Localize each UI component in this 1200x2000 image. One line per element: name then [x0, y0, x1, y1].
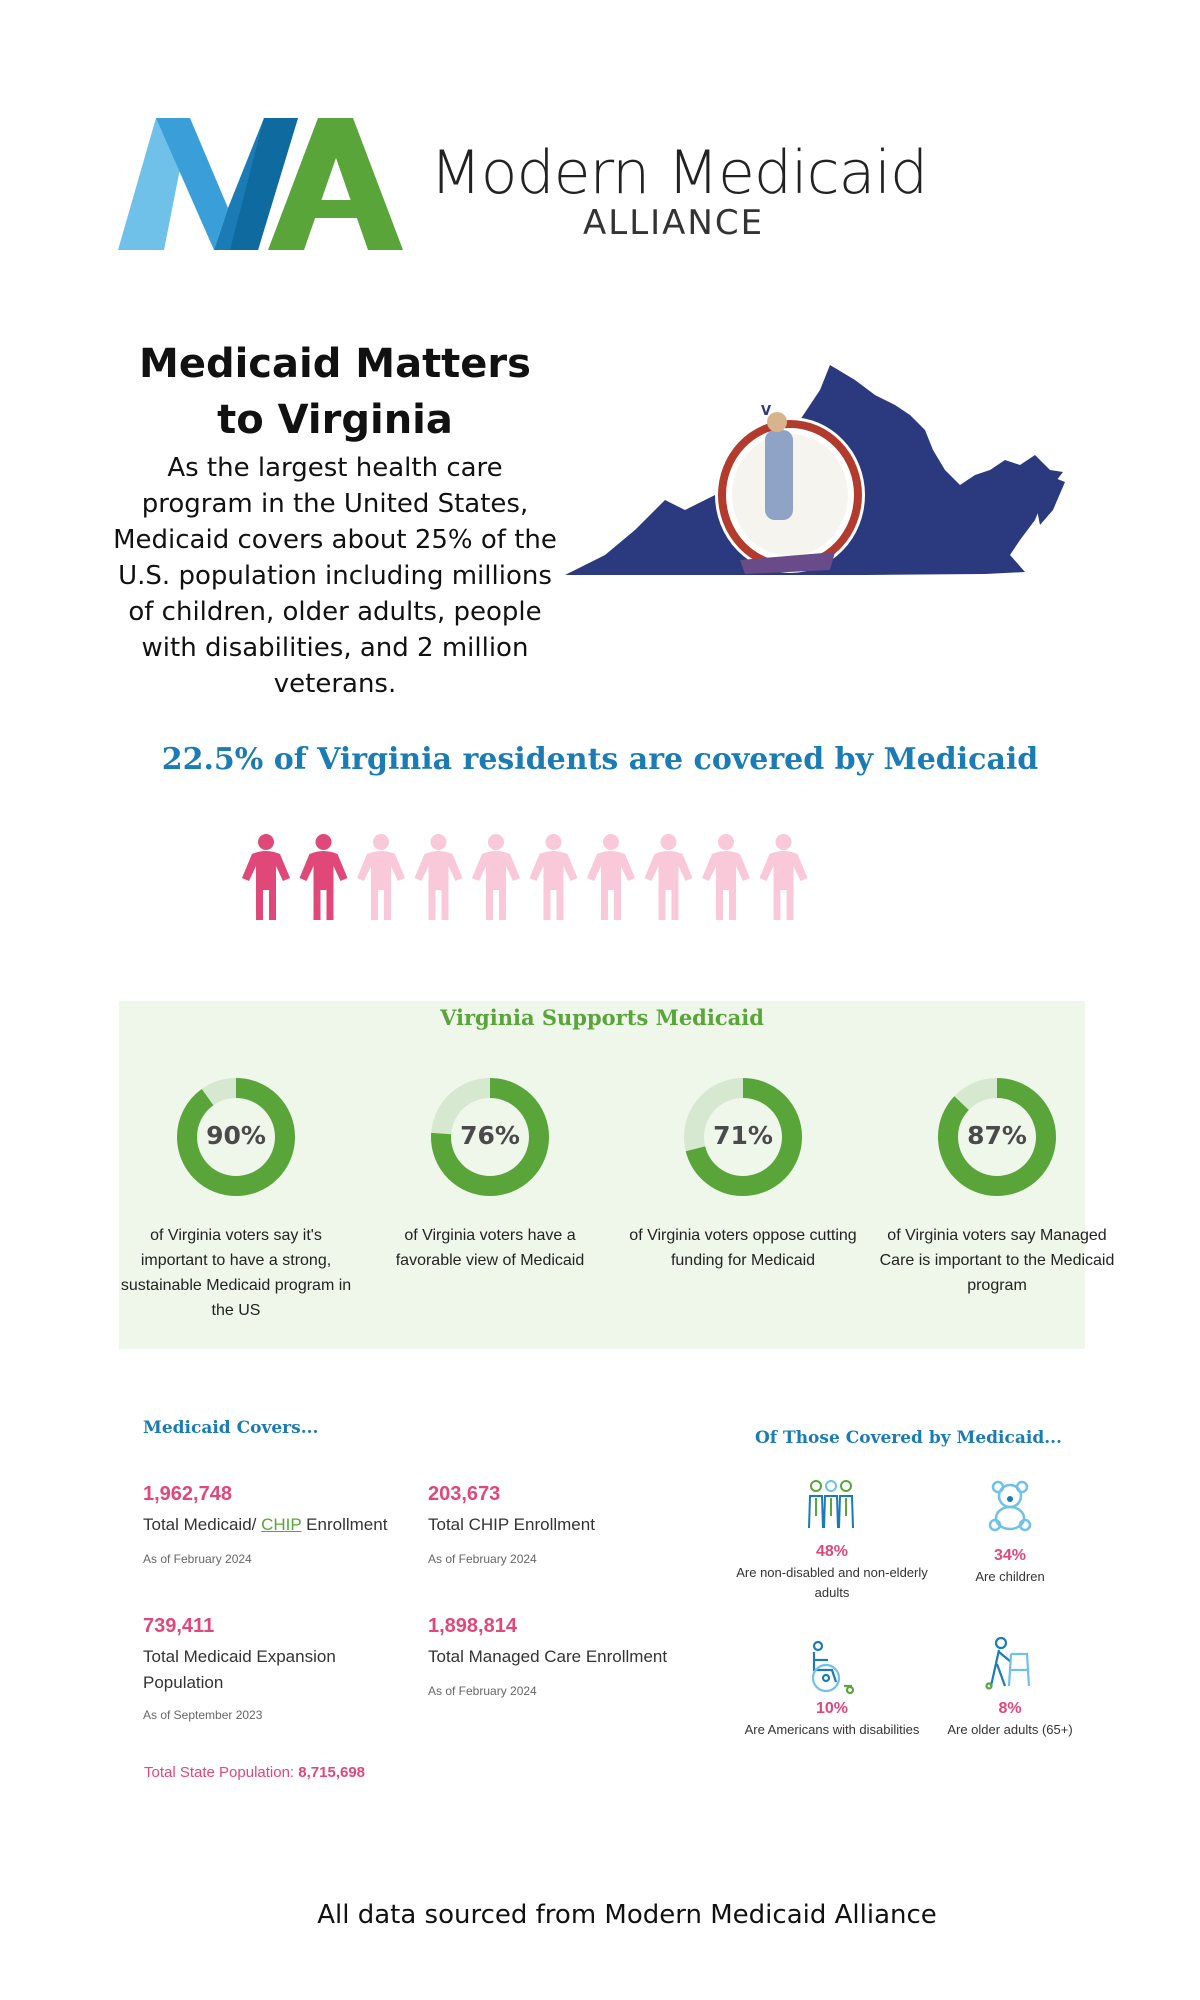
stat-label-expansion: Total Medicaid Expansion Population	[143, 1647, 336, 1692]
coverage-headline: 22.5% of Virginia residents are covered by Medicaid	[161, 742, 1039, 777]
person-icon	[472, 834, 520, 920]
adults-icon	[804, 1478, 858, 1532]
support-percent-1: 90%	[206, 1121, 266, 1150]
support-percent-4: 87%	[967, 1121, 1027, 1150]
group-label-adults: Are non-disabled and non-elderly adults	[736, 1565, 928, 1600]
virginia-flag-map	[565, 360, 1085, 580]
stat-value-total-medicaid: 1,962,748	[143, 1483, 232, 1505]
support-caption-1: of Virginia voters say it's important to have a strong, sustainable Medicaid program in the US	[120, 1227, 352, 1319]
group-percent-older-adults: 8%	[998, 1700, 1022, 1717]
chip-link[interactable]: CHIP	[261, 1515, 302, 1534]
stat-value-managed-care: 1,898,814	[428, 1615, 517, 1637]
support-percent-2: 76%	[460, 1121, 520, 1150]
stat-label-text: Total Medicaid/	[143, 1515, 262, 1534]
brand-logo-mark	[118, 118, 403, 250]
support-title: Virginia Supports Medicaid	[440, 1005, 764, 1030]
state-population	[144, 1764, 365, 1781]
support-caption-2: of Virginia voters have a favorable view of Medicaid	[395, 1227, 585, 1269]
group-label-older-adults: Are older adults (65+)	[947, 1722, 1073, 1737]
stat-note-expansion: As of September 2023	[143, 1708, 263, 1722]
intro-paragraph: As the largest health care program in the United States, Medicaid covers about 25% of the U.S. population including millions of children, older adults, people with disabilities, and 2 million veterans.	[113, 453, 557, 699]
person-icon-highlighted	[300, 834, 348, 920]
covers-title: Medicaid Covers...	[143, 1418, 319, 1438]
person-icon	[645, 834, 693, 920]
people-pictogram	[238, 834, 818, 922]
person-icon	[415, 834, 463, 920]
brand-name: Modern Medicaid	[430, 138, 928, 208]
teddy-bear-icon	[983, 1478, 1037, 1532]
stat-note-managed-care: As of February 2024	[428, 1684, 537, 1698]
stat-value-expansion: 739,411	[143, 1615, 215, 1637]
walker-icon	[981, 1636, 1035, 1690]
support-percent-3: 71%	[713, 1121, 773, 1150]
support-caption-4: of Virginia voters say Managed Care is important to the Medicaid program	[879, 1227, 1115, 1294]
stat-label-managed-care: Total Managed Care Enrollment	[428, 1647, 668, 1666]
svg-text:V: V	[761, 404, 772, 419]
group-percent-disabilities: 10%	[815, 1700, 849, 1717]
stat-value-chip: 203,673	[428, 1483, 501, 1505]
person-icon	[702, 834, 750, 920]
stat-note-chip: As of February 2024	[428, 1552, 537, 1566]
support-panel	[119, 1001, 1115, 1349]
state-population-value: 8,715,698	[298, 1764, 366, 1781]
page-title: Medicaid Matters to Virginia	[139, 341, 531, 443]
person-icon	[587, 834, 635, 920]
person-icon	[530, 834, 578, 920]
group-label-children: Are children	[975, 1569, 1045, 1584]
stat-note-total-medicaid: As of February 2024	[143, 1552, 252, 1566]
person-icon-highlighted	[242, 834, 290, 920]
group-percent-adults: 48%	[815, 1543, 849, 1560]
group-percent-children: 34%	[993, 1547, 1027, 1564]
stat-label-text: Enrollment	[301, 1515, 388, 1534]
person-icon	[760, 834, 808, 920]
stat-label-chip: Total CHIP Enrollment	[428, 1515, 595, 1534]
those-covered-title: Of Those Covered by Medicaid...	[755, 1428, 1062, 1448]
footer-source: All data sourced from Modern Medicaid Alliance	[317, 1900, 937, 1930]
stat-label-total-medicaid	[143, 1512, 413, 1538]
group-label-disabilities: Are Americans with disabilities	[744, 1722, 920, 1737]
wheelchair-icon	[806, 1640, 860, 1694]
brand-subname: ALLIANCE	[583, 203, 765, 243]
state-population-label: Total State Population:	[144, 1764, 299, 1781]
support-caption-3: of Virginia voters oppose cutting funding for Medicaid	[629, 1227, 857, 1269]
person-icon	[357, 834, 405, 920]
